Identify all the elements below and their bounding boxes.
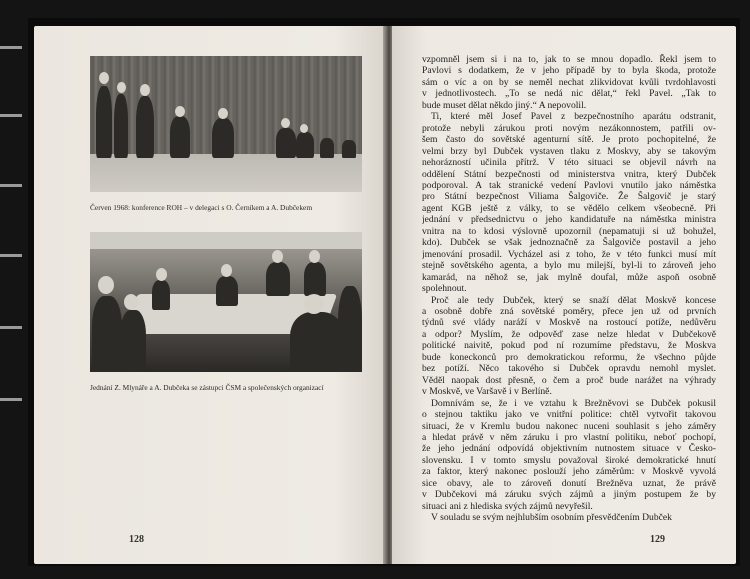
text-line: v jednotlivostech. „To se nedá nic dělat,“ řekl Pavel. „Tak to xyxy=(422,88,716,100)
page-number-right: 129 xyxy=(650,534,665,545)
binding-strip xyxy=(0,254,22,257)
text-line: nehorázností učinila přítrž. V této situaci se objevil návrh na xyxy=(422,157,716,169)
text-line: jednání v předsednictvu o jeho kandidatuře na náměstka ministra xyxy=(422,214,716,226)
text-line: šem často do sovětské agenturní sítě. Je proto pochopitelné, že xyxy=(422,134,716,146)
text-line: a hledat právě v něm záruku i pro vlastní politiku, neboť pochopí, xyxy=(422,431,716,443)
left-page xyxy=(34,26,386,564)
photo-caption-1: Červen 1968: konference ROH – v delegaci s O. Černíkem a A. Dubčekem xyxy=(90,203,313,212)
binding-strip xyxy=(0,398,22,401)
binding-strip xyxy=(0,184,22,187)
text-line: sám o víc a on by se neměl nechat zlikvidovat kvůli tvrdohlavosti xyxy=(422,76,716,88)
body-text xyxy=(422,54,716,524)
photo-conference-roh xyxy=(90,56,362,192)
text-line: Pavlovi s dodatkem, že v jeho případě by to byla škoda, protože xyxy=(422,65,716,77)
text-line: že jeho jednání odpovídá objektivním nutnostem situace v Česko- xyxy=(422,443,716,455)
text-line: vnitra na to kdosi výslovně upozornil (nepamatuji si už bohužel, xyxy=(422,225,716,237)
text-line: spolehnout. xyxy=(422,283,467,295)
text-line: Věděl naopak dost přesně, o čem a proč bude narážet na výhrady xyxy=(422,374,716,386)
text-line: sice obavy, ale to zároveň donutí Brežněva uznat, že právě xyxy=(422,477,716,489)
text-line: týdnů své vlády naráží v Moskvě na rostoucí potíže, nedůvěru xyxy=(422,317,716,329)
text-line: situaci, že v Kremlu budou nakonec nuceni souhlasit s jeho záměry xyxy=(422,420,716,432)
text-line: a osobně dobře zná sovětské poměry, přece jen už od prvních xyxy=(422,305,716,317)
text-line: v Dubčekovi má záruku svých zájmů a jiným postupem že by xyxy=(422,489,716,501)
photo-meeting-csm xyxy=(90,232,362,372)
text-line: bez potíží. Něco takového si Dubček opravdu nemohl myslet. xyxy=(422,363,716,375)
page-number-left: 128 xyxy=(129,534,144,545)
text-line: a odpor? Myslím, že odpověď zase nelze hledat v Dubčekově xyxy=(422,328,716,340)
text-line: kdo). Dubček se však jednoznačně za Šalgoviče postavil a jeho xyxy=(422,237,716,249)
open-book xyxy=(28,18,740,566)
photo-caption-2: Jednání Z. Mlynáře a A. Dubčeka se zástupci ČSM a společenských organizací xyxy=(90,383,324,392)
text-line: Ti, které měl Josef Pavel z bezpečnostního aparátu odstranit, xyxy=(431,111,716,123)
binding-strip xyxy=(0,46,22,49)
text-line: situaci ani z hlediska svých zájmů nevyřešil. xyxy=(422,500,593,512)
right-page xyxy=(392,26,736,564)
text-line: slovensku. I v tomto smyslu považoval široké demokratické hnutí xyxy=(422,454,716,466)
text-line: v Moskvě, ve Varšavě i v Berlíně. xyxy=(422,386,552,398)
text-line: o stejnou taktiku jako ve vnitřní politice: chtěl vytvořit takovou xyxy=(422,409,716,421)
text-line: podporoval. A tak stranické vedení Pavlovi vnutilo jako náměstka xyxy=(422,179,716,191)
text-line: jmenování prosadil. Vycházel asi z toho, že v této funkci musí mít xyxy=(422,248,716,260)
text-line: bude muset dělat někdo jiný.“ A nepovolil. xyxy=(422,99,587,111)
text-line: stejně sovětského agenta, a bylo mu milejší, byl-li to zároveň jeho xyxy=(422,260,716,272)
text-line: pro Státní bezpečnost Viliama Šalgoviče. Že Šalgovič je starý xyxy=(422,191,716,203)
text-line: politické naivitě, pokud pod ní rozumíme představu, že Moskva xyxy=(422,340,716,352)
text-line: Proč ale tedy Dubček, který se snaží dělat Moskvě koncese xyxy=(431,294,716,306)
text-line: vzpomněl jsem si i na to, jak to se mnou dopadlo. Řekl jsem to xyxy=(422,54,716,65)
text-line: za faktor, který nakonec poslouží jeho záměrům: v Moskvě vyvolá xyxy=(422,466,716,478)
text-line: kamarád, na něhož se, jak mylně doufal, může aspoň osobně xyxy=(422,271,716,283)
text-line: V souladu se svým nejhlubším osobním přesvědčením Dubček xyxy=(431,512,672,524)
text-line: oddělení Státní bezpečnosti od ministerstva vnitra, který Dubček xyxy=(422,168,716,180)
text-line: protože nebyli zárukou proti novým nezákonnostem, patřili ov- xyxy=(422,122,716,134)
text-line: bude koneckonců pro demokratickou reformu, že všechno půjde xyxy=(422,351,716,363)
text-line: agent KGB ještě z války, to se vědělo celkem všeobecně. Při xyxy=(422,202,716,214)
text-line: velmi brzy byl Dubček vystaven tlaku z Moskvy, aby se takovým xyxy=(422,145,716,157)
binding-strip xyxy=(0,326,22,329)
text-line: Domnívám se, že i ve vztahu k Brežněvovi se Dubček pokusil xyxy=(431,397,716,409)
binding-strip xyxy=(0,114,22,117)
